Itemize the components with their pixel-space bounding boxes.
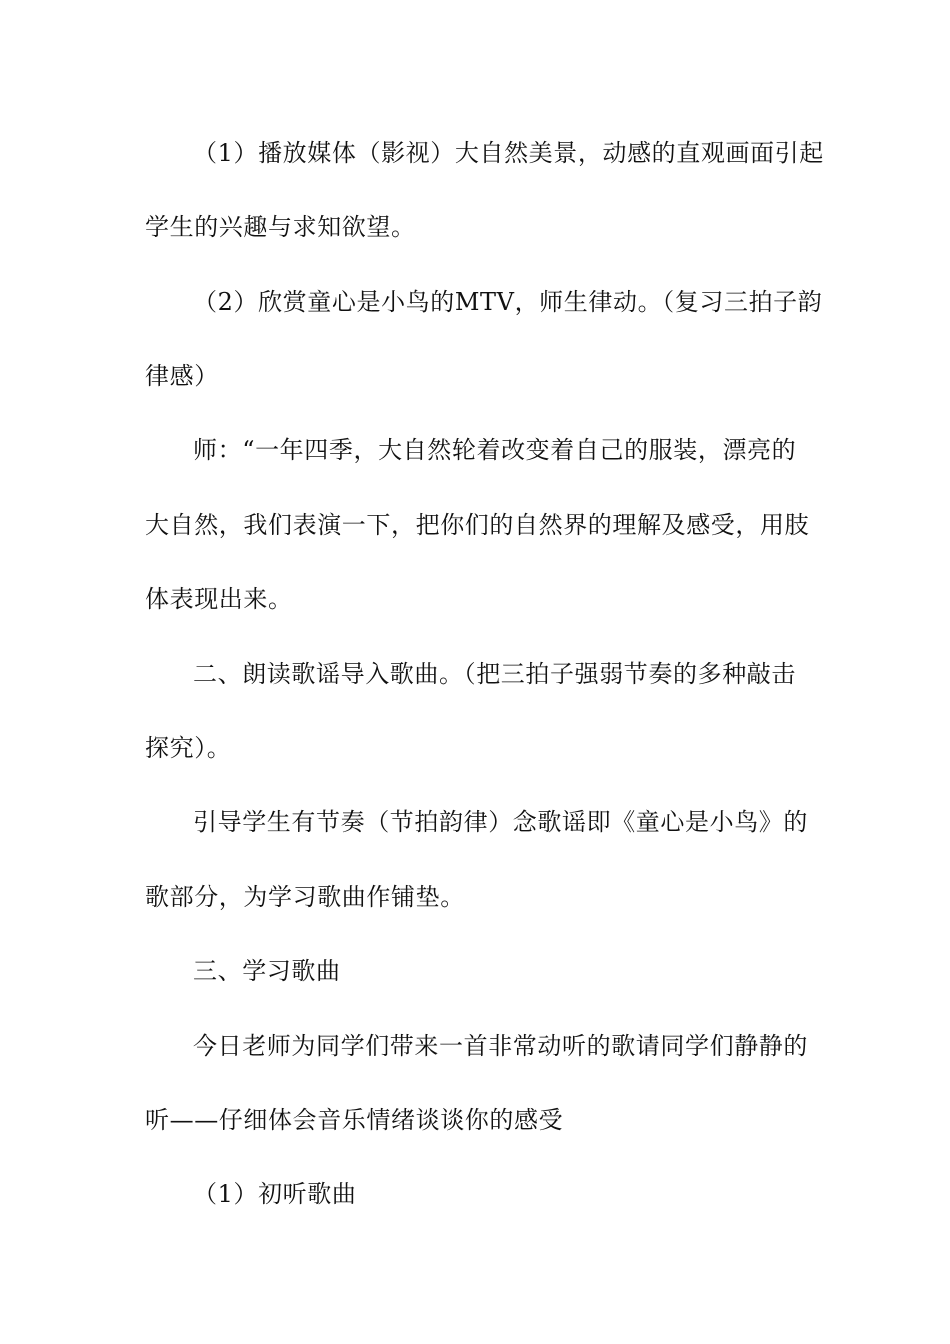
paragraph-line: 师：“一年四季，大自然轮着改变着自己的服装，漂亮的 [193,436,797,464]
paragraph-line: 学生的兴趣与求知欲望。 [145,213,416,241]
paragraph-line: 律感） [145,362,219,390]
paragraph-line: 大自然，我们表演一下，把你们的自然界的理解及感受，用肢 [145,511,810,539]
paragraph-line: （1）播放媒体（影视）大自然美景，动感的直观画面引起 [193,139,824,167]
paragraph-line: 听——仔细体会音乐情绪谈谈你的感受 [145,1106,564,1134]
paragraph-line: 今日老师为同学们带来一首非常动听的歌请同学们静静的 [193,1032,808,1060]
paragraph-line: 二、朗读歌谣导入歌曲。（把三拍子强弱节奏的多种敲击 [193,660,796,688]
paragraph-line: 探究）。 [145,734,232,762]
paragraph-line: （2）欣赏童心是小鸟的MTV，师生律动。（复习三拍子韵 [193,288,823,316]
paragraph-line: 引导学生有节奏（节拍韵律）念歌谣即《童心是小鸟》的 [193,808,808,836]
paragraph-line: 歌部分，为学习歌曲作铺垫。 [145,883,465,911]
paragraph-line: 体表现出来。 [145,585,293,613]
section-heading: 三、学习歌曲 [193,957,341,985]
paragraph-line: （1）初听歌曲 [193,1180,357,1208]
